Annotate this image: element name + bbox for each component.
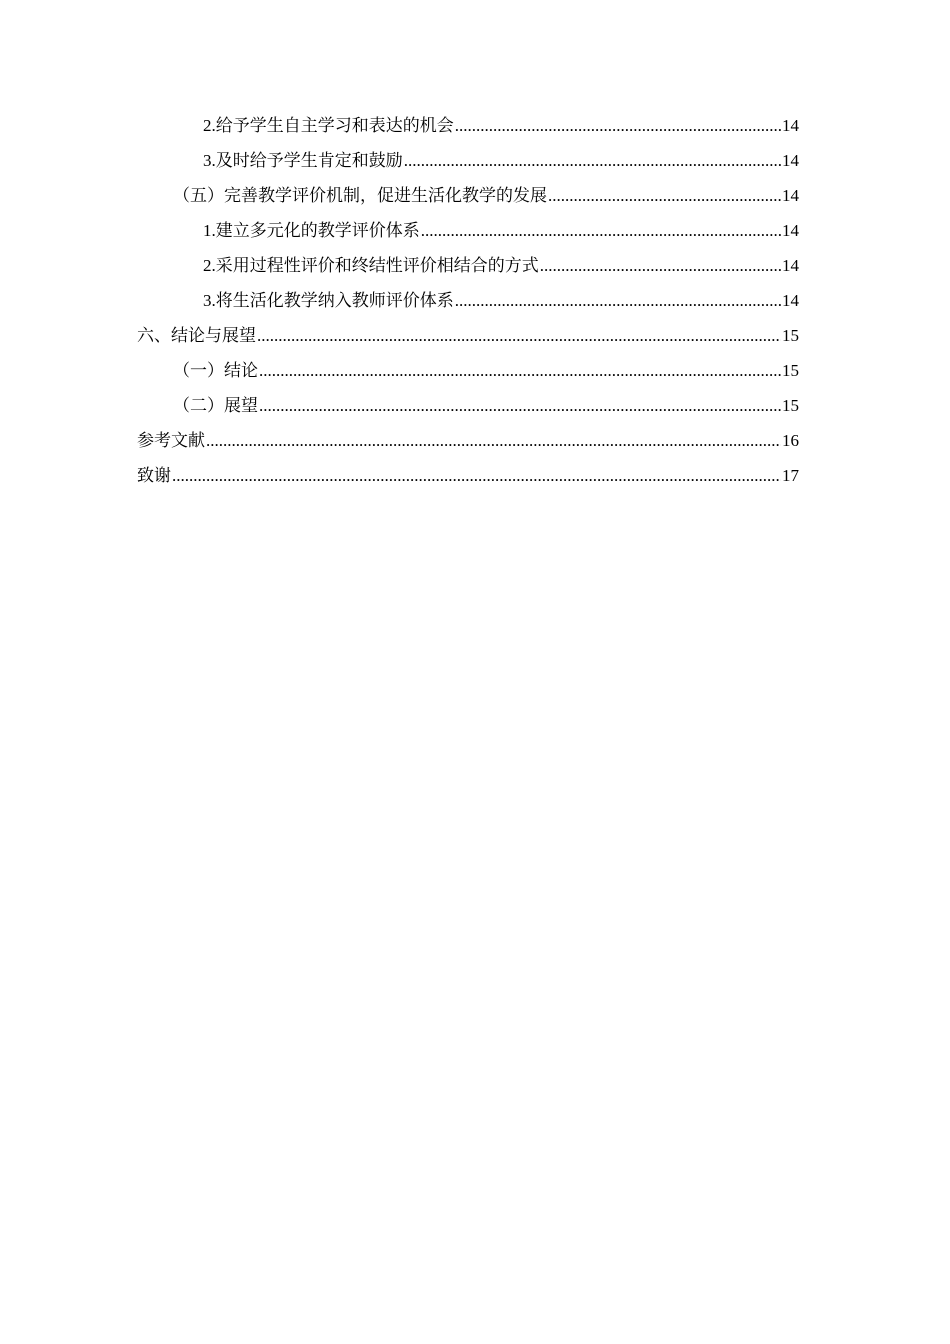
toc-entry[interactable]	[137, 178, 799, 213]
toc-entry-title: 建立多元化的教学评价体系	[215, 221, 420, 241]
toc-entry[interactable]	[137, 143, 799, 178]
toc-entry[interactable]	[137, 248, 799, 283]
toc-entry-page: 15	[782, 396, 799, 415]
toc-entry[interactable]	[137, 108, 799, 143]
toc-entry-page: 14	[782, 116, 799, 135]
toc-entry-page: 15	[782, 326, 799, 345]
toc-dot-leader	[540, 248, 781, 283]
toc-entry-title: （五）完善教学评价机制，促进生活化教学的发展	[173, 186, 547, 206]
toc-dot-leader	[404, 143, 781, 178]
toc-entry-number: 3.	[203, 291, 216, 310]
toc-entry-title: 六、结论与展望	[137, 326, 256, 346]
toc-entry-page: 14	[782, 186, 799, 205]
table-of-contents	[137, 108, 799, 493]
toc-entry-page: 17	[782, 466, 799, 485]
toc-dot-leader	[421, 213, 781, 248]
toc-entry-page: 14	[782, 291, 799, 310]
toc-entry-title: 采用过程性评价和终结性评价相结合的方式	[215, 256, 539, 276]
toc-entry-title: （二）展望	[173, 396, 258, 416]
toc-dot-leader	[259, 353, 781, 388]
toc-entry-title: 及时给予学生肯定和鼓励	[215, 151, 403, 171]
toc-entry-page: 14	[782, 256, 799, 275]
toc-entry-title: （一）结论	[173, 361, 258, 381]
toc-entry[interactable]	[137, 353, 799, 388]
toc-entry-page: 15	[782, 361, 799, 380]
toc-entry[interactable]	[137, 213, 799, 248]
toc-dot-leader	[257, 318, 781, 353]
toc-entry[interactable]	[137, 423, 799, 458]
toc-entry-title: 参考文献	[137, 431, 205, 451]
toc-entry[interactable]	[137, 283, 799, 318]
toc-entry-title: 将生活化教学纳入教师评价体系	[215, 291, 454, 311]
toc-entry-number: 2.	[203, 256, 216, 275]
toc-entry[interactable]	[137, 388, 799, 423]
toc-dot-leader	[548, 178, 781, 213]
toc-entry[interactable]	[137, 318, 799, 353]
toc-dot-leader	[455, 108, 781, 143]
toc-dot-leader	[172, 458, 781, 493]
toc-entry-title: 致谢	[137, 466, 171, 486]
toc-dot-leader	[259, 388, 781, 423]
toc-entry-number: 2.	[203, 116, 216, 135]
toc-entry-number: 3.	[203, 151, 216, 170]
toc-entry-page: 14	[782, 151, 799, 170]
toc-dot-leader	[455, 283, 781, 318]
toc-entry-page: 14	[782, 221, 799, 240]
toc-entry[interactable]	[137, 458, 799, 493]
toc-entry-page: 16	[782, 431, 799, 450]
toc-entry-title: 给予学生自主学习和表达的机会	[215, 116, 454, 136]
toc-dot-leader	[206, 423, 781, 458]
toc-entry-number: 1.	[203, 221, 216, 240]
